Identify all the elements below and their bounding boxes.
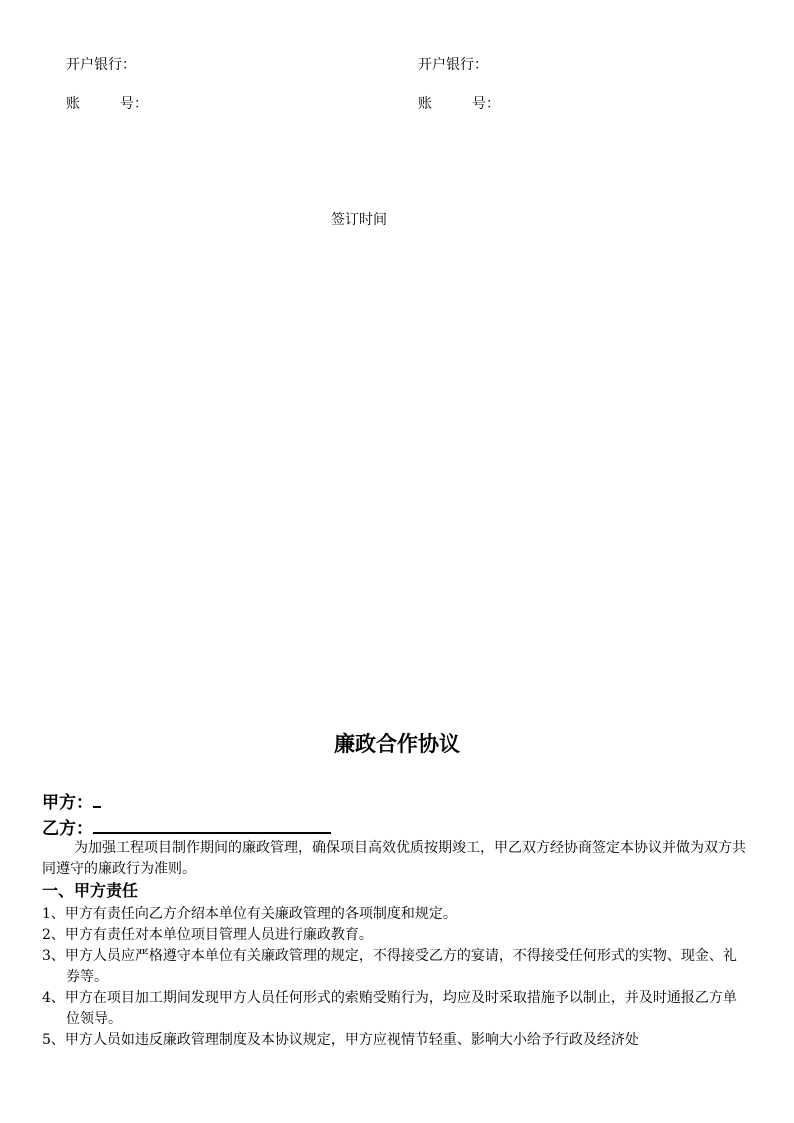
right-bank-label: 开户银行： <box>418 57 488 73</box>
right-account-char-a: 账 <box>418 96 432 112</box>
list-item: 2、甲方有责任对本单位项目管理人员进行廉政教育。 <box>42 927 373 943</box>
party-b-blank[interactable] <box>93 816 331 834</box>
list-item: 1、甲方有责任向乙方介绍本单位有关廉政管理的各项制度和规定。 <box>42 906 457 922</box>
sign-time-label: 签订时间 <box>331 212 387 228</box>
party-a-label: 甲方： <box>42 793 93 813</box>
list-item: 3、甲方人员应严格遵守本单位有关廉政管理的规定，不得接受乙方的宴请，不得接受任何形式的实物、现金、礼券等。 <box>42 948 737 985</box>
left-account-char-a: 账 <box>66 96 80 112</box>
list-item: 4、甲方在项目加工期间发现甲方人员任何形式的索贿受贿行为，均应及时采取措施予以制止，并及时通报乙方单位领导。 <box>42 990 737 1027</box>
agreement-title: 廉政合作协议 <box>334 732 460 756</box>
party-b-line <box>42 816 331 840</box>
left-account-label <box>66 94 148 114</box>
party-a-line <box>42 790 101 814</box>
section-1-title: 一、甲方责任 <box>42 881 139 900</box>
list-item: 5、甲方人员如违反廉政管理制度及本协议规定，甲方应视情节轻重、影响大小给予行政及经济处 <box>42 1032 639 1048</box>
right-account-label <box>418 94 500 114</box>
party-b-label: 乙方： <box>42 819 93 839</box>
left-account-char-b: 号： <box>120 96 148 112</box>
right-account-char-b: 号： <box>472 96 500 112</box>
intro-paragraph: 为加强工程项目制作期间的廉政管理，确保项目高效优质按期竣工，甲乙双方经协商签定本协议并做为双方共同遵守的廉政行为准则。 <box>42 840 746 877</box>
left-bank-label: 开户银行： <box>66 57 136 73</box>
party-a-blank[interactable] <box>93 790 101 808</box>
